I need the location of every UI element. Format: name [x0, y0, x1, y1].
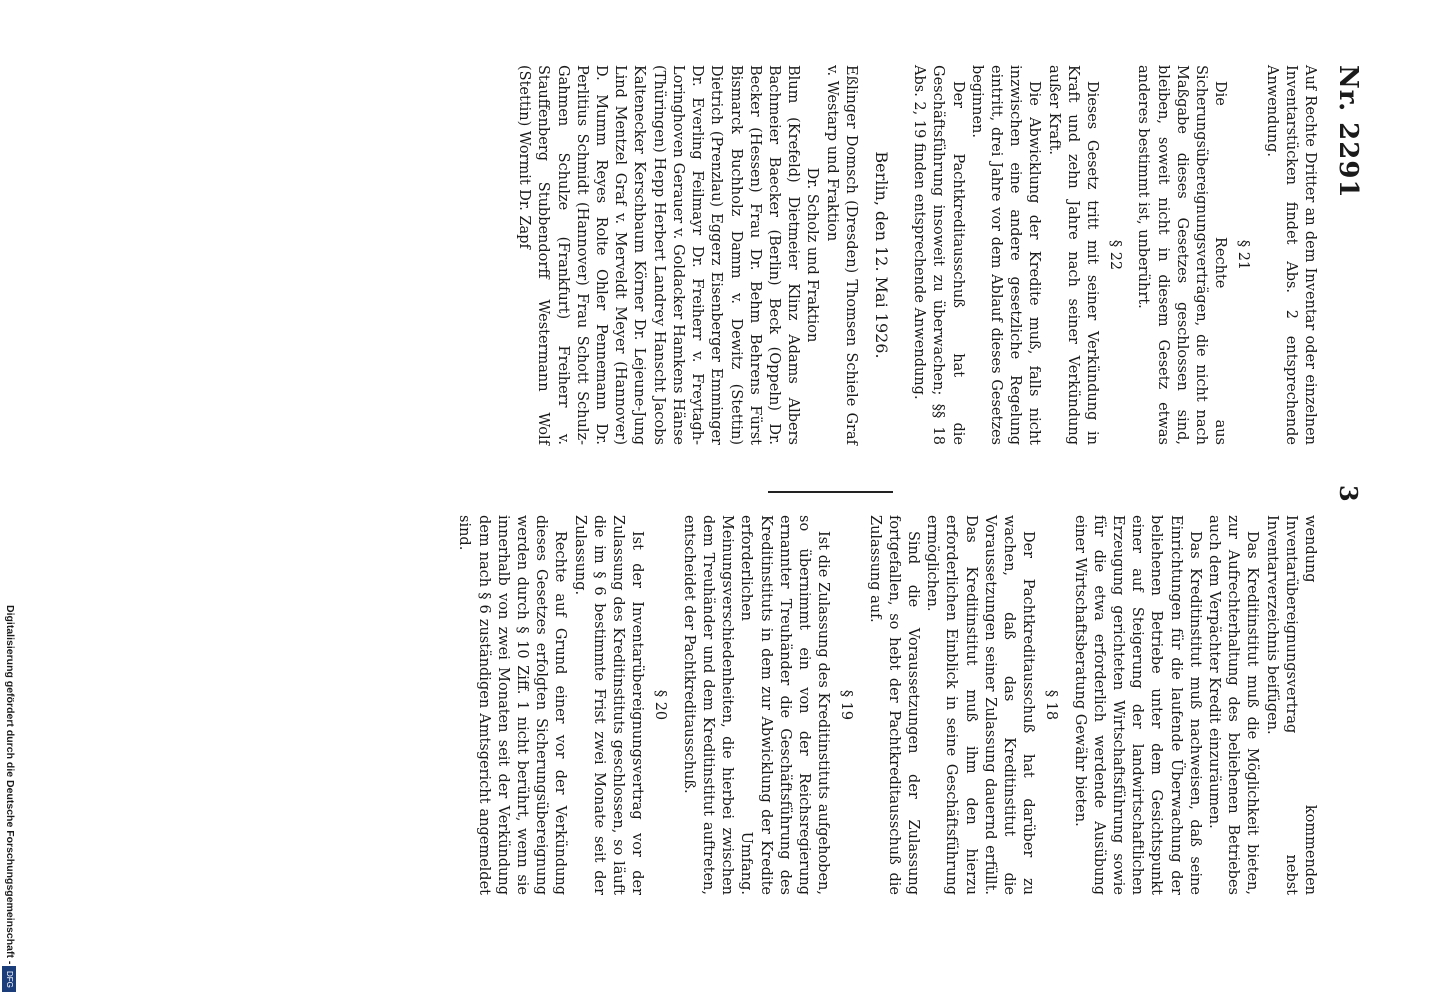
section-heading-19: § 19 [838, 689, 855, 721]
paragraph-17-2: Das Kreditinstitut muß die Möglichkeit bieten, zur Aufrechterhaltung des beliehenen Betriebes auch dem Verpächter Kredit einzuräumen. [1205, 515, 1261, 895]
paragraph-22-3: Der Pachtkreditausschuß hat die Geschäftsführung insoweit zu überwachen; §§ 18 Abs. 2, 19 finden entsprechende Anwendung. [911, 65, 966, 445]
paragraph-20-1: Ist der Inventarübereignungsvertrag vor der Zulassung des Kreditinstituts geschlossen, so läuft die im § 6 bestimmte Frist zwei Monate seit der Zulassung. [571, 515, 646, 895]
signatories-group-1: Eßlinger Domsch (Dresden) Thomsen Schiele Graf v. Westarp und Fraktion [823, 65, 859, 445]
paragraph-17-3: Das Kreditinstitut muß nachweisen, daß seine Einrichtungen für die laufende Überwachung der beliehenen Betriebe unter dem Gesichtspunkt einer auf Steigerung der landwirtschaftlichen Erzeugung gerichteten Wirtschaftsführung sowie für die etwa erforderlich werdende Ausübung einer Wirtschaftsberatung Gewähr bieten. [1071, 515, 1203, 895]
section-heading-22: § 22 [1107, 239, 1124, 271]
section-heading-18: § 18 [1043, 689, 1060, 721]
paragraph-17-cont: wendung kommenden Inventarübereignungsvertrag nebst Inventarverzeichnis beifügen. [1263, 515, 1318, 895]
document-page [456, 65, 1363, 925]
column-end-rule [768, 491, 893, 493]
place-and-date: Berlin, den 12. Mai 1926. [871, 151, 891, 359]
paragraph-18-1: Der Pachtkreditausschuß hat darüber zu wachen, daß das Kreditinstitut die Voraussetzungen seiner Zulassung dauernd erfüllt. Das Kreditinstitut muß ihm den hierzu erforderlichen Einblick in seine Geschäftsführung ermöglichen. [924, 515, 1037, 895]
paragraph-21-1: Die Rechte aus Sicherungsübereignungsverträgen, die nicht nach Maßgabe dieses Gesetzes geschlossen sind, bleiben, soweit nicht in diesem Gesetz etwas anderes bestimmt ist, unberührt. [1135, 65, 1229, 445]
footer-credit: Digitalisierung gefördert durch die Deutsche Forschungsgemeinschaft - [4, 605, 16, 965]
paragraph-19-1: Ist die Zulassung des Kreditinstituts aufgehoben, so übernimmt ein von der Reichsregierung ernannter Treuhänder die Geschäftsführung des Kreditinstituts in dem zur Abwicklung der Kredite erforderlichen Umfang. Meinungsverschiedenheiten, die hierbei zwischen dem Treuhänder und dem Kreditinstitut auftreten, entscheidet der Pachtkreditausschuß. [680, 515, 832, 895]
signatories-group-2: Dr. Scholz und Fraktion [804, 167, 821, 343]
issue-number: Nr. 2291 [1333, 65, 1363, 199]
section-heading-21: § 21 [1235, 239, 1252, 271]
digitization-footer [2, 0, 16, 1000]
section-heading-20: § 20 [652, 689, 669, 721]
signatories-group-3: Blum (Krefeld) Dietmeier Klinz Adams Albers Bachmeier Baecker (Berlin) Beck (Oppeln) Dr. Becker (Hessen) Frau Dr. Behm Behrens Fürst Bismarck Buchholz Damm v. Dewitz (Stettin) Dietrich (Prenzlau) Eggerz Eisenberger Emminger Dr. Everling Feilmayr Dr. Freiherr v. Freytagh-Loringhoven Gerauer v. Goldacker Hamkens Hänse (Thüringen) Hepp Herbert Landrey Hanscht Jacobs Kaltenecker Kerschbaum Körner Dr. Lejeune-Jung Lind Mentzel Graf v. Merveldt Meyer (Hannover) D. Mumm Reyes Rolte Ohler Pennemann Dr. Perlitius Schmidt (Hannover) Frau Schott Schulz-Gahmen Schulze (Frankfurt) Freiherr v. Stauffenberg Stubbendorff Westermann Wolf (Stettin) Wormit Dr. Zapf [516, 65, 802, 445]
paragraph-22-1: Dieses Gesetz tritt mit seiner Verkündung in Kraft und zehn Jahre nach seiner Verkündung außer Kraft. [1045, 65, 1100, 445]
dfg-logo-icon: DFG [2, 966, 16, 992]
right-column [514, 65, 1319, 445]
paragraph-20-2: Rechte auf Grund einer vor der Verkündung dieses Gesetzes erfolgten Sicherungsübereignung werden durch § 10 Ziff. 1 nicht berührt, wenn sie innerhalb von zwei Monaten seit der Verkündung dem nach § 6 zuständigen Amtsgericht angemeldet sind. [456, 515, 569, 895]
paragraph-18-2: Sind die Voraussetzungen der Zulassung fortgefallen, so hebt der Pachtkreditausschuß die Zulassung auf. [866, 515, 921, 895]
intro-paragraph: Auf Rechte Dritter an dem Inventar oder einzelnen Inventarstücken findet Abs. 2 entsprechende Anwendung. [1263, 65, 1318, 445]
paragraph-22-2: Die Abwicklung der Kredite muß, falls nicht inzwischen eine andere gesetzliche Regelung eintritt, drei Jahre vor dem Ablauf dieses Gesetzes beginnen. [968, 65, 1043, 445]
page-number: 3 [1334, 485, 1363, 502]
left-column [454, 515, 1319, 895]
